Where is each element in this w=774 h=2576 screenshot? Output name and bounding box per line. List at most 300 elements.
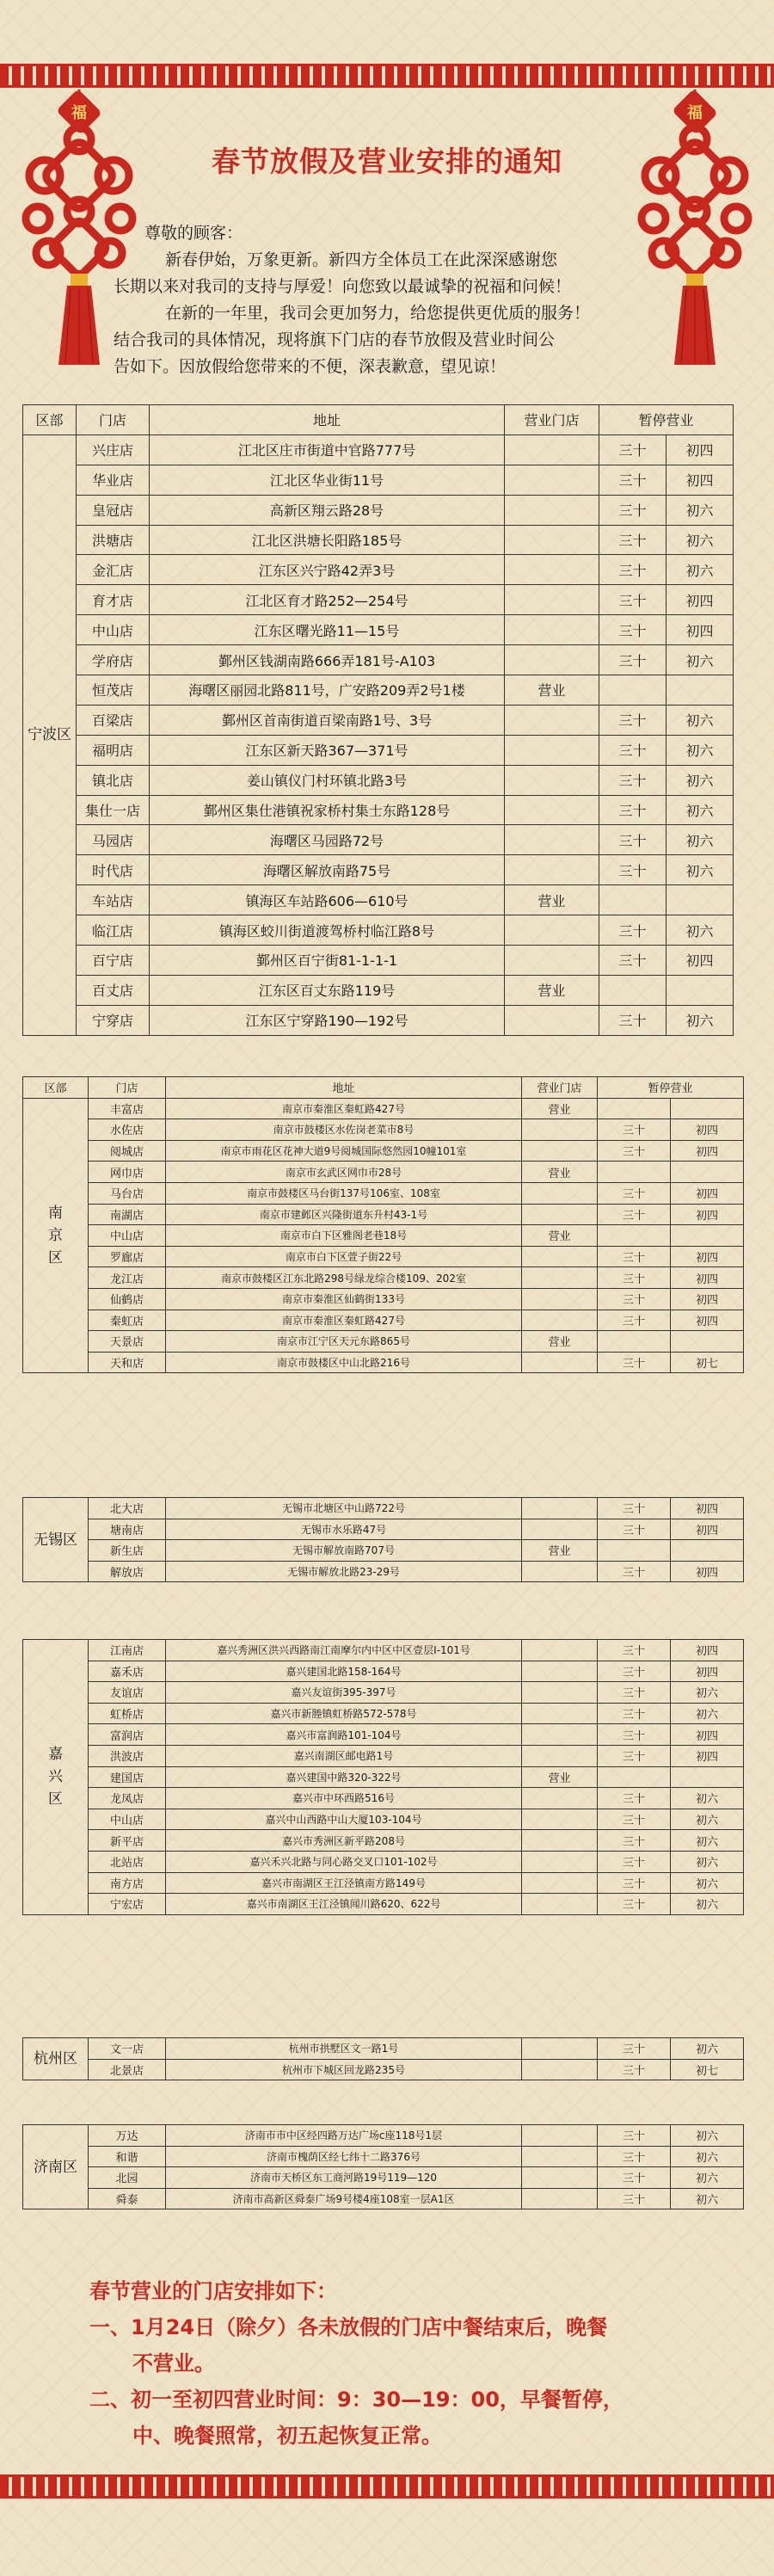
open-cell <box>522 1267 598 1289</box>
nanjing-store-table <box>22 1076 744 1373</box>
address-cell: 海曙区丽园北路811号，广安路209弄2号1楼 <box>150 675 505 706</box>
address-cell: 海曙区马园路72号 <box>150 825 505 855</box>
store-cell: 马台店 <box>89 1182 166 1204</box>
store-cell: 临江店 <box>77 915 150 946</box>
store-cell: 金汇店 <box>77 555 150 585</box>
table-row <box>23 705 734 735</box>
store-cell: 友谊店 <box>89 1682 166 1704</box>
header-store: 门店 <box>89 1077 166 1099</box>
store-cell: 文一店 <box>89 2038 166 2060</box>
store-cell: 江南店 <box>89 1640 166 1661</box>
pause-to-cell: 初四 <box>671 1119 744 1141</box>
intro-line: 长期以来对我司的支持与厚爱！向您致以最诚挚的祝福和问候！ <box>114 277 572 296</box>
footer-item-1: 一、1月24日（除夕）各未放假的门店中餐结束后，晚餐 <box>89 2315 608 2339</box>
open-cell <box>505 645 599 675</box>
open-cell <box>522 2146 598 2167</box>
open-cell <box>522 1288 598 1310</box>
pause-to-cell: 初六 <box>666 855 734 885</box>
table-row <box>23 1809 744 1830</box>
table-row <box>23 1640 744 1661</box>
pause-from-cell: 三十 <box>599 705 666 735</box>
address-cell: 南京市鼓楼区中山北路216号 <box>166 1352 522 1373</box>
open-cell <box>522 1703 598 1724</box>
table-row <box>23 1561 744 1582</box>
address-cell: 无锡市解放南路707号 <box>166 1540 522 1562</box>
pause-to-cell <box>671 1540 744 1562</box>
table-row <box>23 1498 744 1519</box>
address-cell: 江北区育才路252—254号 <box>150 585 505 615</box>
pause-to-cell: 初六 <box>671 1809 744 1830</box>
store-cell: 百宁店 <box>77 946 150 976</box>
pause-from-cell: 三十 <box>598 1519 671 1540</box>
region-cell: 宁波区 <box>23 434 77 1035</box>
store-cell: 建国店 <box>89 1766 166 1788</box>
pause-from-cell: 三十 <box>598 1703 671 1724</box>
table-row <box>23 1267 744 1289</box>
open-cell <box>522 1682 598 1704</box>
footer-item-1-cont: 不营业。 <box>132 2351 215 2376</box>
address-cell: 江东区百丈东路119号 <box>150 975 505 1005</box>
address-cell: 无锡市解放北路23-29号 <box>166 1561 522 1582</box>
pause-from-cell: 三十 <box>599 915 666 946</box>
pause-to-cell: 初六 <box>666 735 734 765</box>
pause-from-cell: 三十 <box>598 2038 671 2060</box>
open-cell: 营业 <box>505 975 599 1005</box>
store-cell: 秦虹店 <box>89 1310 166 1331</box>
address-cell: 鄞州区首南街道百梁南路1号、3号 <box>150 705 505 735</box>
store-cell: 罗廊店 <box>89 1246 166 1267</box>
table-row <box>23 1724 744 1746</box>
store-cell: 水佐店 <box>89 1119 166 1141</box>
open-cell: 营业 <box>522 1098 598 1119</box>
address-cell: 嘉兴南湖区邮电路1号 <box>166 1745 522 1766</box>
address-cell: 鄞州区百宁街81-1-1-1 <box>150 946 505 976</box>
pause-to-cell <box>671 1098 744 1119</box>
store-cell: 网巾店 <box>89 1162 166 1183</box>
pause-to-cell: 初六 <box>666 1005 734 1035</box>
store-cell: 中山店 <box>89 1225 166 1247</box>
table-row <box>23 645 734 675</box>
pause-from-cell <box>599 885 666 915</box>
pause-to-cell: 初六 <box>666 825 734 855</box>
open-cell: 营业 <box>505 885 599 915</box>
pause-to-cell: 初四 <box>666 585 734 615</box>
pause-to-cell: 初四 <box>671 1724 744 1746</box>
table-row <box>23 765 734 795</box>
address-cell: 江北区洪塘长阳路185号 <box>150 525 505 555</box>
open-cell <box>522 1140 598 1162</box>
pause-from-cell <box>598 1098 671 1119</box>
table-row <box>23 585 734 615</box>
pause-to-cell: 初六 <box>666 915 734 946</box>
table-row <box>23 1225 744 1247</box>
table-row <box>23 946 734 976</box>
table-row <box>23 735 734 765</box>
table-row <box>23 1703 744 1724</box>
pause-from-cell: 三十 <box>598 1498 671 1519</box>
table-row <box>23 915 734 946</box>
open-cell <box>522 1640 598 1661</box>
open-cell: 营业 <box>505 675 599 706</box>
open-cell <box>505 615 599 645</box>
header-pause: 暂停营业 <box>599 405 734 435</box>
address-cell: 江东区新天路367—371号 <box>150 735 505 765</box>
address-cell: 嘉兴建国中路320-322号 <box>166 1766 522 1788</box>
table-row <box>23 1540 744 1562</box>
pause-from-cell: 三十 <box>599 735 666 765</box>
table-row <box>23 1246 744 1267</box>
store-cell: 塘南店 <box>89 1519 166 1540</box>
pause-to-cell: 初四 <box>671 1140 744 1162</box>
address-cell: 无锡市北塘区中山路722号 <box>166 1498 522 1519</box>
region-cell: 济南区 <box>23 2125 89 2209</box>
address-cell: 嘉兴市富润路101-104号 <box>166 1724 522 1746</box>
open-cell <box>522 1788 598 1809</box>
table-row <box>23 1830 744 1852</box>
table-row <box>23 525 734 555</box>
store-cell: 镇北店 <box>77 765 150 795</box>
pause-to-cell: 初四 <box>671 1310 744 1331</box>
address-cell: 济南市天桥区东工商河路19号119—120 <box>166 2167 522 2189</box>
store-cell: 百梁店 <box>77 705 150 735</box>
pause-from-cell: 三十 <box>598 2146 671 2167</box>
open-cell <box>522 2038 598 2060</box>
table-row <box>23 495 734 525</box>
table-row <box>23 555 734 585</box>
address-cell: 江东区曙光路11—15号 <box>150 615 505 645</box>
page-title: 春节放假及营业安排的通知 <box>212 145 562 178</box>
store-cell: 马园店 <box>77 825 150 855</box>
pause-from-cell: 三十 <box>598 1310 671 1331</box>
open-cell <box>505 585 599 615</box>
table-row <box>23 2038 744 2060</box>
store-cell: 中山店 <box>77 615 150 645</box>
open-cell <box>522 1809 598 1830</box>
pause-from-cell: 三十 <box>598 1872 671 1894</box>
open-cell: 营业 <box>522 1766 598 1788</box>
pause-from-cell: 三十 <box>599 946 666 976</box>
pause-to-cell: 初六 <box>666 525 734 555</box>
store-cell: 南湖店 <box>89 1204 166 1225</box>
intro-line: 在新的一年里，我司会更加努力，给您提供更优质的服务！ <box>165 304 591 323</box>
table-row <box>23 885 734 915</box>
pause-to-cell <box>671 1766 744 1788</box>
table-row <box>23 434 734 465</box>
pause-from-cell: 三十 <box>599 645 666 675</box>
address-cell: 嘉兴禾兴北路与同心路交叉口101-102号 <box>166 1851 522 1872</box>
open-cell <box>522 1851 598 1872</box>
pause-to-cell: 初四 <box>671 1288 744 1310</box>
address-cell: 镇海区蛟川街道渡驾桥村临江路8号 <box>150 915 505 946</box>
pause-to-cell <box>671 1331 744 1353</box>
pause-to-cell: 初四 <box>671 1745 744 1766</box>
wuxi-store-table <box>22 1497 744 1582</box>
open-cell <box>505 525 599 555</box>
open-cell <box>522 1872 598 1894</box>
pause-from-cell: 三十 <box>598 1119 671 1141</box>
pause-to-cell: 初四 <box>666 946 734 976</box>
open-cell: 营业 <box>522 1225 598 1247</box>
store-cell: 北大店 <box>89 1498 166 1519</box>
open-cell <box>522 1246 598 1267</box>
open-cell <box>505 946 599 976</box>
pause-to-cell: 初六 <box>666 495 734 525</box>
bottom-border-band <box>0 2474 774 2499</box>
table-row <box>23 1310 744 1331</box>
store-cell: 天和店 <box>89 1352 166 1373</box>
store-cell: 仙鹤店 <box>89 1288 166 1310</box>
pause-to-cell: 初六 <box>666 705 734 735</box>
table-row <box>23 855 734 885</box>
pause-to-cell <box>671 1162 744 1183</box>
open-cell <box>505 795 599 825</box>
svg-text:福: 福 <box>71 104 87 122</box>
table-row <box>23 1119 744 1141</box>
address-cell: 南京市白下区雅阁老巷18号 <box>166 1225 522 1247</box>
pause-to-cell: 初六 <box>671 2146 744 2167</box>
address-cell: 济南市槐荫区经七纬十二路376号 <box>166 2146 522 2167</box>
open-cell <box>505 825 599 855</box>
pause-to-cell: 初七 <box>671 1352 744 1373</box>
header-region: 区部 <box>23 405 77 435</box>
open-cell <box>522 1119 598 1141</box>
table-row <box>23 2188 744 2209</box>
pause-from-cell: 三十 <box>599 615 666 645</box>
pause-to-cell: 初四 <box>671 1204 744 1225</box>
header-open-stores: 营业门店 <box>505 405 599 435</box>
pause-from-cell: 三十 <box>599 495 666 525</box>
open-cell: 营业 <box>522 1331 598 1353</box>
address-cell: 无锡市水乐路47号 <box>166 1519 522 1540</box>
table-row <box>23 1519 744 1540</box>
pause-to-cell: 初六 <box>671 1872 744 1894</box>
pause-from-cell: 三十 <box>598 1182 671 1204</box>
store-cell: 皇冠店 <box>77 495 150 525</box>
store-cell: 南方店 <box>89 1872 166 1894</box>
open-cell <box>522 1724 598 1746</box>
pause-from-cell <box>598 1225 671 1247</box>
pause-from-cell: 三十 <box>598 1809 671 1830</box>
jinan-store-table <box>22 2124 744 2209</box>
pause-to-cell: 初四 <box>671 1498 744 1519</box>
table-row <box>23 675 734 706</box>
table-row <box>23 795 734 825</box>
address-cell: 南京市秦淮区仙鹤街133号 <box>166 1288 522 1310</box>
address-cell: 南京市玄武区网巾市28号 <box>166 1162 522 1183</box>
open-cell <box>522 1894 598 1915</box>
store-cell: 阅城店 <box>89 1140 166 1162</box>
store-cell: 恒茂店 <box>77 675 150 706</box>
table-row <box>23 1766 744 1788</box>
pause-from-cell: 三十 <box>598 2059 671 2080</box>
table-row <box>23 1182 744 1204</box>
header-open-stores: 营业门店 <box>522 1077 598 1099</box>
address-cell: 嘉兴市南湖区王江泾镇南方路149号 <box>166 1872 522 1894</box>
store-cell: 集仕一店 <box>77 795 150 825</box>
store-cell: 洪波店 <box>89 1745 166 1766</box>
pause-from-cell: 三十 <box>599 465 666 495</box>
open-cell <box>505 765 599 795</box>
store-cell: 富润店 <box>89 1724 166 1746</box>
address-cell: 江北区华业街11号 <box>150 465 505 495</box>
table-row <box>23 825 734 855</box>
region-cell: 南京区 <box>23 1098 89 1373</box>
address-cell: 嘉兴市南湖区王江泾镇闻川路620、622号 <box>166 1894 522 1915</box>
table-row <box>23 1005 734 1035</box>
store-cell: 舜泰 <box>89 2188 166 2209</box>
store-cell: 华业店 <box>77 465 150 495</box>
table-row <box>23 1788 744 1809</box>
store-cell: 万达 <box>89 2125 166 2147</box>
store-cell: 龙凤店 <box>89 1788 166 1809</box>
pause-to-cell: 初六 <box>666 765 734 795</box>
store-cell: 龙江店 <box>89 1267 166 1289</box>
pause-from-cell <box>599 675 666 706</box>
address-cell: 南京市江宁区天元东路865号 <box>166 1331 522 1353</box>
pause-to-cell: 初四 <box>671 1519 744 1540</box>
jiaxing-store-table <box>22 1639 744 1915</box>
table-header-row <box>23 1077 744 1099</box>
pause-from-cell: 三十 <box>598 1140 671 1162</box>
pause-to-cell: 初四 <box>666 434 734 465</box>
table-row <box>23 2167 744 2189</box>
store-cell: 学府店 <box>77 645 150 675</box>
pause-from-cell: 三十 <box>599 855 666 885</box>
pause-from-cell: 三十 <box>599 555 666 585</box>
open-cell <box>522 1830 598 1852</box>
store-cell: 宁宏店 <box>89 1894 166 1915</box>
table-row <box>23 1745 744 1766</box>
header-pause: 暂停营业 <box>598 1077 744 1099</box>
pause-from-cell <box>598 1540 671 1562</box>
pause-from-cell: 三十 <box>598 1640 671 1661</box>
open-cell <box>505 855 599 885</box>
address-cell: 鄞州区集仕港镇祝家桥村集士东路128号 <box>150 795 505 825</box>
intro-line: 结合我司的具体情况，现将旗下门店的春节放假及营业时间公 <box>114 330 556 349</box>
pause-from-cell: 三十 <box>599 825 666 855</box>
pause-from-cell: 三十 <box>598 1894 671 1915</box>
table-row <box>23 2125 744 2147</box>
table-header-row <box>23 405 734 435</box>
open-cell <box>522 2059 598 2080</box>
pause-from-cell <box>598 1331 671 1353</box>
pause-from-cell: 三十 <box>599 1005 666 1035</box>
store-cell: 福明店 <box>77 735 150 765</box>
table-row <box>23 1331 744 1353</box>
pause-from-cell <box>598 1162 671 1183</box>
pause-from-cell: 三十 <box>599 585 666 615</box>
address-cell: 南京市秦淮区秦虹路427号 <box>166 1098 522 1119</box>
open-cell <box>522 1561 598 1582</box>
pause-to-cell: 初六 <box>671 2167 744 2189</box>
address-cell: 济南市高新区舜泰广场9号楼4座108室一层A1区 <box>166 2188 522 2209</box>
pause-to-cell: 初四 <box>671 1267 744 1289</box>
store-cell: 中山店 <box>89 1809 166 1830</box>
address-cell: 南京市建邺区兴隆街道东升村43-1号 <box>166 1204 522 1225</box>
top-border-band <box>0 64 774 88</box>
open-cell <box>522 1519 598 1540</box>
table-row <box>23 1204 744 1225</box>
open-cell <box>522 1352 598 1373</box>
address-cell: 姜山镇仪门村环镇北路3号 <box>150 765 505 795</box>
pause-from-cell: 三十 <box>598 1745 671 1766</box>
pause-from-cell: 三十 <box>598 2167 671 2189</box>
pause-from-cell: 三十 <box>599 434 666 465</box>
pause-from-cell: 三十 <box>598 1267 671 1289</box>
pause-to-cell: 初四 <box>671 1182 744 1204</box>
pause-to-cell: 初六 <box>671 1894 744 1915</box>
table-row <box>23 1872 744 1894</box>
pause-from-cell: 三十 <box>598 2125 671 2147</box>
footer-notice <box>89 2273 743 2454</box>
header-address: 地址 <box>166 1077 522 1099</box>
header-store: 门店 <box>77 405 150 435</box>
pause-from-cell: 三十 <box>598 1682 671 1704</box>
open-cell <box>505 735 599 765</box>
open-cell <box>505 1005 599 1035</box>
open-cell <box>505 465 599 495</box>
address-cell: 镇海区车站路606—610号 <box>150 885 505 915</box>
table-row <box>23 465 734 495</box>
pause-to-cell: 初四 <box>671 1246 744 1267</box>
store-cell: 解放店 <box>89 1561 166 1582</box>
pause-to-cell <box>666 975 734 1005</box>
footer-item-2-cont: 中、晚餐照常，初五起恢复正常。 <box>132 2424 442 2448</box>
pause-to-cell: 初四 <box>666 465 734 495</box>
store-cell: 嘉禾店 <box>89 1661 166 1682</box>
open-cell <box>505 495 599 525</box>
pause-to-cell: 初四 <box>671 1661 744 1682</box>
address-cell: 南京市秦淮区秦虹路427号 <box>166 1310 522 1331</box>
pause-to-cell: 初六 <box>666 795 734 825</box>
store-cell: 北景店 <box>89 2059 166 2080</box>
store-cell: 虹桥店 <box>89 1703 166 1724</box>
table-row <box>23 1288 744 1310</box>
table-row <box>23 2059 744 2080</box>
store-cell: 宁穿店 <box>77 1005 150 1035</box>
pause-to-cell: 初六 <box>671 1703 744 1724</box>
header-address: 地址 <box>150 405 505 435</box>
store-cell: 兴庄店 <box>77 434 150 465</box>
footer-heading: 春节营业的门店安排如下： <box>89 2279 337 2303</box>
address-cell: 嘉兴市中环西路516号 <box>166 1788 522 1809</box>
pause-from-cell: 三十 <box>598 2188 671 2209</box>
table-row <box>23 1894 744 1915</box>
open-cell <box>522 2167 598 2189</box>
pause-to-cell: 初六 <box>671 2038 744 2060</box>
open-cell <box>522 1745 598 1766</box>
store-cell: 车站店 <box>77 885 150 915</box>
store-cell: 百丈店 <box>77 975 150 1005</box>
open-cell <box>505 434 599 465</box>
address-cell: 嘉兴中山西路中山大厦103-104号 <box>166 1809 522 1830</box>
pause-to-cell: 初六 <box>666 645 734 675</box>
store-cell: 洪塘店 <box>77 525 150 555</box>
address-cell: 江东区宁穿路190—192号 <box>150 1005 505 1035</box>
store-cell: 天景店 <box>89 1331 166 1353</box>
pause-from-cell: 三十 <box>598 1204 671 1225</box>
pause-to-cell: 初六 <box>671 2125 744 2147</box>
table-row <box>23 1162 744 1183</box>
pause-from-cell: 三十 <box>598 1246 671 1267</box>
address-cell: 嘉兴友谊街395-397号 <box>166 1682 522 1704</box>
table-row <box>23 615 734 645</box>
address-cell: 海曙区解放南路75号 <box>150 855 505 885</box>
store-cell: 时代店 <box>77 855 150 885</box>
address-cell: 江北区庄市街道中官路777号 <box>150 434 505 465</box>
table-row <box>23 1352 744 1373</box>
footer-item-2: 二、初一至初四营业时间：9：30—19：00，早餐暂停， <box>89 2388 624 2412</box>
